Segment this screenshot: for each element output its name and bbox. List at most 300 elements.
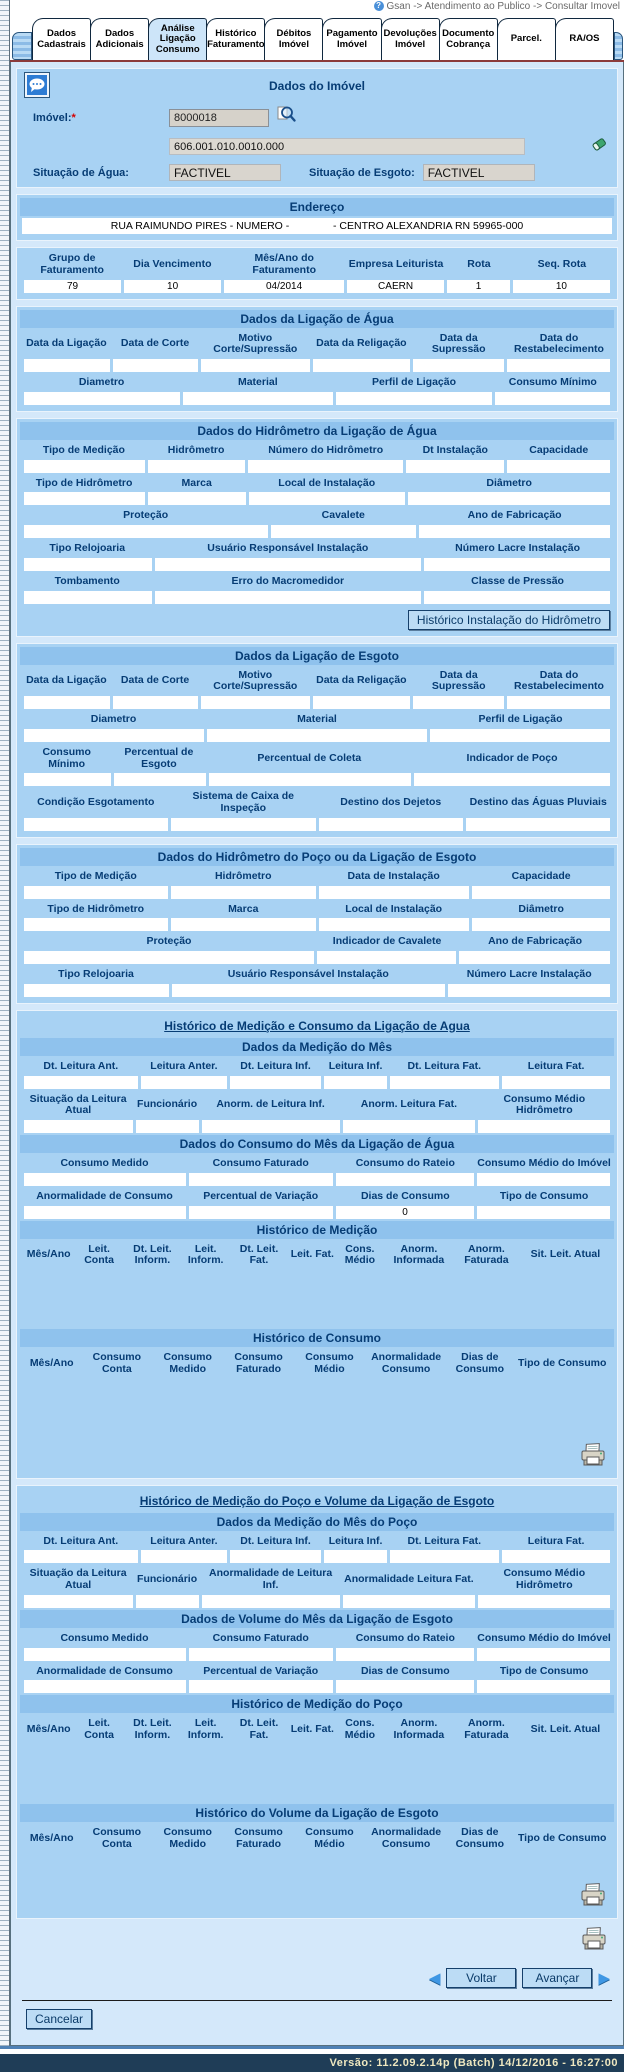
column-header: Dt. Leit. Inform. — [133, 1717, 172, 1741]
tab-dados-adicionais[interactable]: Dados Adicionais — [90, 18, 149, 60]
field-label: Consumo Médio do Imóvel — [477, 1631, 611, 1644]
field-cell — [466, 818, 610, 831]
tab-pagamento-imovel[interactable]: Pagamento Imóvel — [322, 18, 381, 60]
field-cell — [430, 729, 610, 742]
tab-content — [10, 62, 624, 2046]
section-header: Dados da Medição do Mês do Poço — [20, 1513, 614, 1531]
situacao-agua-value: FACTIVEL — [169, 164, 281, 181]
tab-devolucoes-imovel[interactable]: Devoluções Imóvel — [381, 18, 440, 60]
field-label: Local de Instalação — [345, 902, 443, 915]
field-label: Situação da Leitura Atual — [29, 1567, 127, 1591]
field-cell: 10 — [124, 280, 221, 293]
column-header: Consumo Médio — [305, 1825, 354, 1850]
printer-icon[interactable] — [580, 1883, 607, 1912]
field-label: Consumo do Rateio — [355, 1631, 455, 1644]
column-header: Dias de Consumo — [455, 1351, 505, 1375]
field-cell-row — [19, 1173, 615, 1186]
field-label: Tipo de Medição — [54, 869, 137, 882]
field-label: Data de Instalação — [347, 869, 440, 882]
section-header: Histórico do Volume da Ligação de Esgoto — [20, 1804, 614, 1822]
left-ruler-border — [0, 0, 10, 2046]
field-cell — [390, 1550, 498, 1563]
hidrometro-ligacao-agua-panel — [16, 418, 618, 637]
table-column-headers — [19, 1349, 615, 1379]
field-cell-row — [19, 984, 615, 997]
field-cell — [317, 951, 456, 964]
field-cell — [24, 696, 110, 709]
field-label: Hidrômetro — [167, 443, 225, 456]
column-header: Mês/Ano — [26, 1723, 71, 1736]
field-label: Data de Corte — [120, 337, 190, 350]
field-cell — [24, 492, 145, 505]
field-label: Condição Esgotamento — [37, 796, 155, 809]
field-label: Motivo Corte/Supressão — [213, 331, 298, 356]
column-header: Dt. Leit. Fat. — [239, 1717, 279, 1741]
field-label: Data da Religação — [316, 674, 407, 687]
section-header: Histórico de Medição do Poço — [20, 1695, 614, 1713]
field-cell-row — [19, 1550, 615, 1563]
field-label: Consumo Faturado — [212, 1157, 309, 1169]
field-cell — [172, 984, 445, 997]
tab-strip-end — [614, 32, 623, 60]
column-header: Mês/Ano — [29, 1356, 74, 1369]
field-cell — [324, 1076, 387, 1089]
eraser-icon[interactable] — [589, 134, 609, 159]
page-printer-row — [14, 1925, 620, 1962]
field-label: Indicador de Poço — [466, 751, 558, 764]
field-cell: 1 — [447, 280, 510, 293]
field-label: Dt. Leitura Fat. — [407, 1534, 482, 1547]
field-cell — [319, 818, 463, 831]
historico-instalacao-do-hidrometro-button[interactable]: Histórico Instalação do Hidrômetro — [408, 610, 610, 630]
field-label: Tipo de Consumo — [499, 1189, 589, 1202]
breadcrumb-path: Gsan -> Atendimento ao Publico -> Consultar Imovel — [386, 1, 620, 12]
panel-title: Dados do Imóvel — [268, 79, 366, 93]
field-label-row — [19, 1663, 615, 1681]
field-label: Dt. Leitura Ant. — [43, 1059, 119, 1072]
field-label-row — [19, 901, 615, 919]
next-arrow-icon[interactable]: ▶ — [598, 1969, 610, 1987]
field-label: Consumo Mínimo — [42, 745, 91, 770]
field-label: Data do Restabelecimento — [514, 331, 604, 356]
field-cell — [141, 1550, 227, 1563]
field-cell — [230, 1076, 321, 1089]
field-label: Percentual de Coleta — [257, 751, 362, 764]
field-label: Consumo Médio Hidrômetro — [503, 1567, 586, 1591]
field-cell-row — [19, 1120, 615, 1133]
field-cell-row — [19, 1680, 615, 1693]
field-label: Percentual de Variação — [203, 1189, 319, 1202]
field-cell-row — [19, 280, 615, 293]
column-header: Consumo Médio — [305, 1351, 354, 1375]
field-label: Leitura Fat. — [527, 1534, 585, 1547]
field-label: Cavalete — [321, 509, 365, 522]
section-header: Histórico de Medição — [20, 1221, 614, 1239]
avancar-button[interactable]: Avançar — [522, 1968, 592, 1988]
column-header: Leit. Fat. — [290, 1723, 334, 1736]
column-header: Leit. Conta — [84, 1242, 114, 1267]
column-header: Consumo Medido — [163, 1825, 212, 1850]
field-label: Tipo Relojoaria — [58, 968, 134, 980]
field-cell — [183, 392, 333, 405]
field-label: Anormalidade de Consumo — [36, 1189, 173, 1202]
address-row: RUA RAIMUNDO PIRES - NUMERO - - CENTRO ALEXANDRIA RN 59965-000 — [22, 218, 612, 234]
field-label: Funcionário — [137, 1098, 198, 1111]
faturamento-panel — [16, 247, 618, 300]
field-label: Capacidade — [529, 443, 589, 456]
field-label: Diametro — [90, 713, 137, 725]
section-header: Dados da Medição do Mês — [20, 1038, 614, 1056]
field-cell — [313, 696, 410, 709]
field-cell — [413, 696, 504, 709]
field-label: Material — [297, 713, 337, 725]
field-label-row — [19, 667, 615, 697]
field-label-row — [19, 966, 615, 984]
field-cell-row — [19, 818, 615, 831]
field-cell — [207, 729, 427, 742]
field-cell — [171, 886, 315, 899]
field-label-row — [19, 330, 615, 360]
field-cell-row — [19, 1206, 615, 1219]
column-header: Anorm. Informada — [393, 1242, 445, 1267]
field-cell-row — [19, 696, 615, 709]
version-bar — [0, 2054, 624, 2072]
field-cell — [24, 1206, 186, 1219]
field-cell — [336, 1648, 474, 1661]
field-label: Consumo Medido — [60, 1157, 149, 1169]
section-header: Dados do Hidrômetro do Poço ou da Ligação de Esgoto — [20, 848, 614, 866]
field-label: Tipo de Hidrômetro — [35, 476, 133, 489]
field-cell-row — [19, 729, 615, 742]
field-cell — [477, 1648, 610, 1661]
field-label: Consumo Médio Hidrômetro — [503, 1092, 586, 1117]
voltar-button[interactable]: Voltar — [446, 1968, 516, 1988]
field-label: Tipo de Hidrômetro — [47, 902, 145, 915]
field-cell — [477, 1680, 610, 1693]
field-cell — [424, 558, 610, 571]
field-cell — [24, 359, 110, 372]
field-cell — [336, 392, 492, 405]
field-label-row — [19, 540, 615, 558]
field-label: Empresa Leiturista — [348, 257, 444, 270]
field-label: Diametro — [78, 376, 125, 388]
field-label: Perfil de Ligação — [372, 376, 457, 388]
field-cell — [171, 918, 315, 931]
field-cell-row — [19, 591, 615, 604]
field-cell — [24, 591, 152, 604]
field-label: Consumo Faturado — [212, 1631, 309, 1644]
field-cell-row — [19, 492, 615, 505]
table-column-headers — [19, 1241, 615, 1271]
field-cell — [24, 951, 314, 964]
field-label: Material — [237, 376, 278, 388]
field-cell — [472, 886, 610, 899]
column-header: Cons. Médio — [344, 1717, 376, 1741]
field-cell — [24, 984, 169, 997]
cancelar-button[interactable]: Cancelar — [26, 2009, 92, 2029]
field-cell — [189, 1206, 333, 1219]
field-label: Rota — [467, 257, 491, 270]
section-header: Endereço — [20, 198, 614, 216]
field-label: Dt. Leitura Fat. — [407, 1059, 482, 1072]
field-cell — [24, 558, 152, 571]
field-label: Data da Ligação — [26, 674, 107, 687]
field-label: Consumo Mínimo — [508, 376, 597, 388]
field-cell — [24, 729, 204, 742]
field-cell-row — [19, 359, 615, 372]
column-header: Leit. Conta — [84, 1717, 114, 1741]
field-label-row — [19, 868, 615, 886]
field-label: Data da Ligação — [26, 337, 107, 350]
section-header: Dados de Volume do Mês da Ligação de Esgoto — [20, 1610, 614, 1628]
field-cell-row — [19, 558, 615, 571]
tab-strip-spine — [12, 32, 32, 60]
field-label: Consumo Médio do Imóvel — [477, 1157, 611, 1169]
field-cell-row — [19, 525, 615, 538]
cancel-row — [14, 2007, 620, 2039]
situacao-agua-label: Situação de Água: — [33, 166, 129, 179]
field-cell: 04/2014 — [224, 280, 344, 293]
field-cell — [502, 1550, 610, 1563]
field-cell — [24, 918, 168, 931]
field-label: Percentual de Variação — [203, 1664, 319, 1677]
field-label: Usuário Responsável Instalação — [227, 968, 389, 980]
imovel-label: Imóvel:* — [33, 111, 76, 124]
field-cell-row — [19, 1595, 615, 1608]
situacao-esgoto-value: FACTIVEL — [423, 164, 535, 181]
field-cell — [343, 1120, 475, 1133]
field-label: Destino dos Dejetos — [340, 796, 442, 809]
column-header: Dias de Consumo — [455, 1825, 505, 1850]
column-header: Anormalidade Consumo — [371, 1825, 442, 1850]
field-label-row — [19, 1188, 615, 1206]
tab-documento-cobranca[interactable]: Documento Cobrança — [439, 18, 498, 60]
column-header: Leit. Fat. — [290, 1248, 334, 1261]
tab-strip — [10, 13, 624, 60]
field-label: Mês/Ano do Faturamento — [252, 252, 317, 276]
column-header: Leit. Inform. — [187, 1242, 224, 1267]
tab-debitos-imovel[interactable]: Débitos Imóvel — [264, 18, 323, 60]
field-label: Leitura Anter. — [150, 1059, 218, 1072]
column-header: Consumo Conta — [92, 1351, 142, 1375]
column-header: Consumo Medido — [163, 1351, 212, 1375]
field-label: Dia Vencimento — [133, 257, 212, 270]
field-cell — [24, 525, 268, 538]
field-cell — [202, 1120, 340, 1133]
field-cell — [390, 1076, 498, 1089]
field-label: Data de Corte — [120, 674, 190, 687]
field-label: Data da Supressão — [431, 331, 486, 356]
section-header: Dados do Consumo do Mês da Ligação de Água — [20, 1135, 614, 1153]
tab-analise-ligacao-consumo[interactable]: Análise Ligação Consumo — [148, 18, 207, 60]
breadcrumb — [10, 0, 624, 13]
imovel-input[interactable] — [169, 109, 269, 127]
field-label: Erro do Macromedidor — [231, 574, 345, 587]
field-cell — [413, 359, 504, 372]
field-cell — [478, 1595, 610, 1608]
search-icon[interactable] — [275, 104, 297, 131]
section-header: Histórico de Consumo — [20, 1329, 614, 1347]
field-label-row — [19, 1155, 615, 1173]
field-label-row — [19, 573, 615, 591]
endereco-panel — [16, 194, 618, 241]
field-label-row — [19, 1058, 615, 1076]
field-label: Usuário Responsável Instalação — [207, 542, 369, 554]
historico-medicao-consumo-agua-panel — [16, 1010, 618, 1479]
field-cell — [459, 951, 610, 964]
field-cell — [230, 1550, 321, 1563]
field-label: Consumo do Rateio — [355, 1157, 455, 1169]
field-label: Tipo Relojoaria — [49, 542, 126, 554]
field-cell — [189, 1648, 333, 1661]
field-cell — [209, 773, 411, 786]
column-header: Sit. Leit. Atual — [530, 1723, 601, 1736]
dados-imovel-panel — [16, 68, 618, 188]
field-label-row — [19, 1630, 615, 1648]
field-label-row — [19, 507, 615, 525]
hidrometro-poco-esgoto-panel — [16, 844, 618, 1004]
main-area — [10, 0, 624, 2046]
field-cell-row — [19, 918, 615, 931]
column-header: Anorm. Faturada — [464, 1717, 509, 1741]
field-cell — [414, 773, 610, 786]
field-cell — [113, 696, 199, 709]
printer-icon[interactable] — [581, 1927, 608, 1956]
field-cell — [249, 492, 405, 505]
field-cell — [189, 1173, 333, 1186]
field-label: Ano de Fabricação — [467, 509, 562, 522]
field-cell — [24, 886, 168, 899]
field-cell — [148, 460, 246, 473]
field-cell-row — [19, 1648, 615, 1661]
field-label: Indicador de Cavalete — [332, 935, 442, 948]
column-header: Sit. Leit. Atual — [530, 1248, 601, 1261]
field-cell — [419, 525, 610, 538]
empty-table-body — [19, 1853, 615, 1881]
field-label: Motivo Corte/Supressão — [213, 668, 298, 693]
field-cell — [477, 1206, 610, 1219]
field-cell: 10 — [513, 280, 610, 293]
version-text: Versão: 11.2.09.2.14p (Batch) 14/12/2016 - 16:27:00 — [329, 2057, 618, 2070]
field-cell — [336, 1173, 474, 1186]
field-label: Número Lacre Instalação — [466, 968, 592, 980]
field-label: Anorm. de Leitura Inf. — [216, 1098, 325, 1111]
field-cell — [319, 918, 469, 931]
printer-icon[interactable] — [580, 1443, 607, 1472]
field-label-row — [19, 788, 615, 818]
field-label: Anorm. Leitura Fat. — [360, 1098, 458, 1111]
historico-medicao-poco-volume-esgoto-panel — [16, 1485, 618, 1920]
field-label: Diâmetro — [518, 902, 564, 915]
field-cell: CAERN — [347, 280, 444, 293]
previous-arrow-icon[interactable]: ◀ — [428, 1969, 441, 1987]
field-cell — [113, 359, 199, 372]
field-label: Leitura Anter. — [150, 1534, 218, 1547]
field-label: Leitura Inf. — [328, 1059, 383, 1072]
field-cell — [24, 773, 111, 786]
field-label: Percentual de Esgoto — [124, 745, 194, 770]
field-label: Local de Instalação — [278, 476, 376, 489]
field-cell — [343, 1595, 475, 1608]
field-label: Capacidade — [511, 869, 571, 882]
field-cell-row — [19, 773, 615, 786]
section-header: Dados da Ligação de Água — [20, 310, 614, 328]
field-cell — [202, 1595, 340, 1608]
field-label: Dt. Leitura Inf. — [240, 1059, 311, 1072]
field-cell — [336, 1680, 474, 1693]
column-header: Anorm. Faturada — [464, 1242, 509, 1267]
field-cell: 0 — [336, 1206, 474, 1219]
column-header: Mês/Ano — [29, 1831, 74, 1844]
dados-ligacao-esgoto-panel — [16, 643, 618, 838]
field-cell — [495, 392, 610, 405]
field-cell — [114, 773, 206, 786]
column-header: Consumo Conta — [92, 1825, 142, 1850]
column-header: Consumo Faturado — [234, 1351, 283, 1375]
field-cell — [155, 558, 422, 571]
field-label-row — [19, 250, 615, 280]
field-label-row — [19, 442, 615, 460]
field-cell — [248, 460, 403, 473]
field-cell — [136, 1120, 199, 1133]
field-cell — [472, 918, 610, 931]
field-label: Marca — [181, 476, 212, 489]
field-label: Dt. Leitura Ant. — [43, 1534, 119, 1547]
bottom-divider — [22, 2000, 612, 2001]
field-label: Dt Instalação — [422, 443, 488, 456]
field-label: Tipo de Medição — [42, 443, 125, 456]
field-cell — [24, 392, 180, 405]
tab-ra-os[interactable]: RA/OS — [555, 18, 614, 60]
table-column-headers — [19, 1715, 615, 1745]
field-label: Seq. Rota — [537, 257, 587, 270]
column-header: Dt. Leit. Fat. — [239, 1242, 279, 1267]
field-label-row — [19, 1565, 615, 1595]
field-cell — [24, 1595, 133, 1608]
field-label: Tombamento — [54, 574, 120, 587]
field-cell — [406, 460, 504, 473]
field-cell-row — [19, 392, 615, 405]
field-cell — [408, 492, 610, 505]
comment-bubble-icon[interactable] — [25, 73, 49, 97]
field-cell — [477, 1173, 610, 1186]
field-cell — [24, 1680, 186, 1693]
pagination-row — [14, 1962, 620, 1992]
tab-dados-cadastrais[interactable]: Dados Cadastrais — [32, 18, 91, 60]
field-cell — [424, 591, 610, 604]
field-label: Tipo de Consumo — [499, 1664, 589, 1677]
field-cell-row — [19, 886, 615, 899]
field-label: Funcionário — [137, 1573, 198, 1586]
field-label: Consumo Medido — [60, 1631, 149, 1644]
help-icon[interactable]: ? — [374, 1, 384, 11]
tab-historico-faturamento[interactable]: Histórico Faturamento — [206, 18, 265, 60]
field-cell — [324, 1550, 387, 1563]
column-header: Dt. Leit. Inform. — [133, 1242, 172, 1267]
empty-table-body — [19, 1270, 615, 1328]
field-label: Data da Religação — [316, 337, 407, 350]
field-cell — [24, 1120, 133, 1133]
field-label: Situação da Leitura Atual — [29, 1092, 127, 1117]
field-label-row — [19, 1091, 615, 1121]
field-label-row — [19, 711, 615, 729]
situacao-esgoto-label: Situação de Esgoto: — [309, 166, 415, 179]
field-label: Diâmetro — [486, 476, 532, 489]
field-label: Data do Restabelecimento — [514, 668, 604, 693]
tab-parcel[interactable]: Parcel. — [497, 18, 556, 60]
field-label: Número Lacre Instalação — [455, 542, 580, 554]
column-header: Anormalidade Consumo — [371, 1351, 442, 1375]
